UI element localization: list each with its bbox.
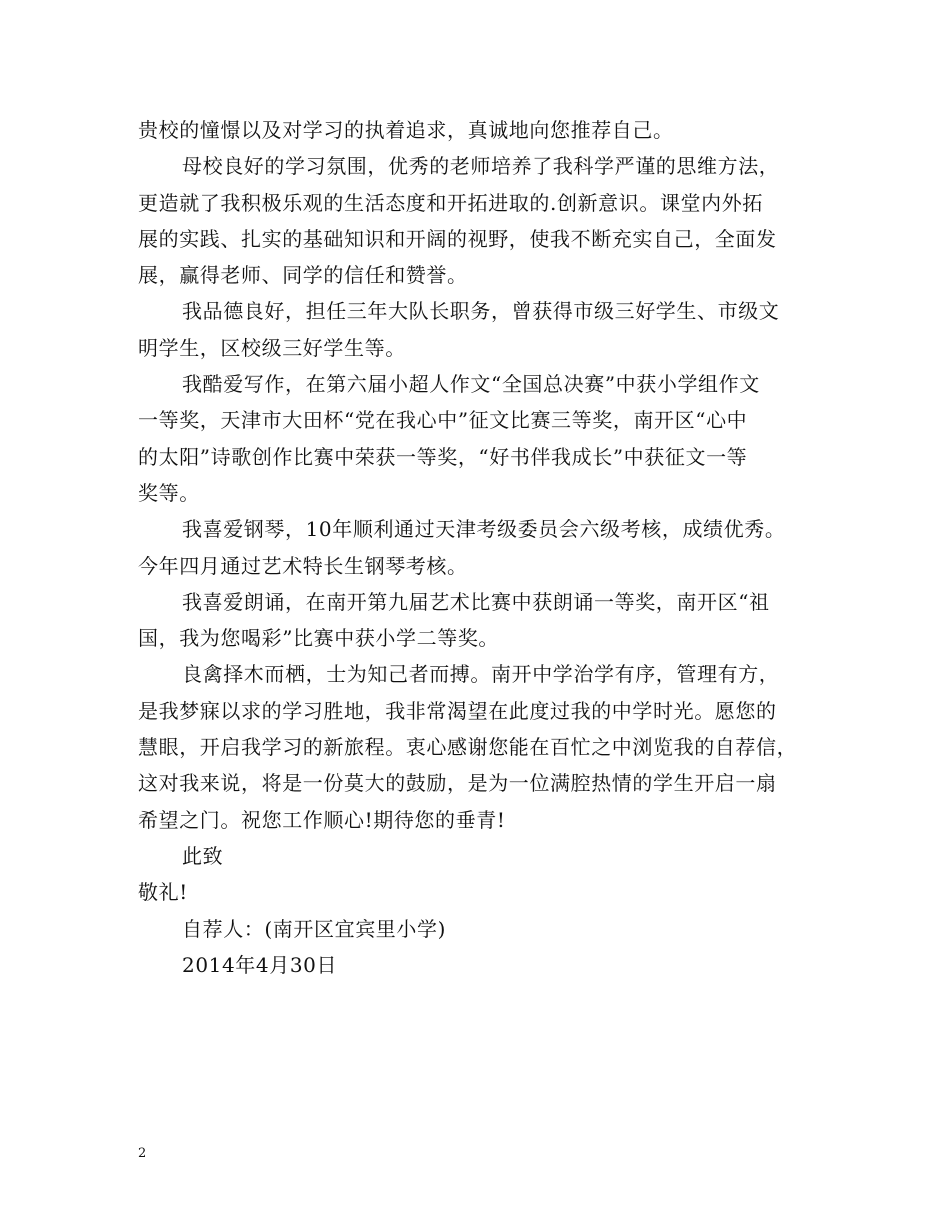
- text-line: 我酷爱写作，在第六届小超人作文“全国总决赛”中获小学组作文: [182, 372, 760, 397]
- text-line: 母校良好的学习氛围，优秀的老师培养了我科学严谨的思维方法，: [182, 154, 780, 179]
- text-line: 今年四月通过艺术特长生钢琴考核。: [138, 553, 468, 578]
- text-line: 奖等。: [138, 480, 200, 505]
- text-line: 良禽择木而栖，士为知己者而搏。南开中学治学有序，管理有方，: [182, 662, 780, 687]
- text-line: 希望之门。祝您工作顺心!期待您的垂青!: [138, 807, 506, 832]
- text-line: 更造就了我积极乐观的生活态度和开拓进取的.创新意识。课堂内外拓: [138, 190, 763, 215]
- text-line: 慧眼，开启我学习的新旅程。衷心感谢您能在百忙之中浏览我的自荐信，: [138, 735, 798, 760]
- text-line: 我喜爱朗诵，在南开第九届艺术比赛中获朗诵一等奖，南开区“祖: [182, 589, 770, 614]
- text-line: 展，赢得老师、同学的信任和赞誉。: [138, 263, 468, 288]
- text-line: 国，我为您喝彩”比赛中获小学二等奖。: [138, 626, 500, 651]
- text-line: 一等奖，天津市大田杯“党在我心中”征文比赛三等奖，南开区“心中: [138, 408, 748, 433]
- date-line: 2014年4月30日: [182, 952, 338, 977]
- text-line: 展的实践、扎实的基础知识和开阔的视野，使我不断充实自己，全面发: [138, 226, 777, 251]
- text-line: 明学生，区校级三好学生等。: [138, 335, 406, 360]
- text-line: 我喜爱钢琴，10年顺利通过天津考级委员会六级考核，成绩优秀。: [182, 517, 786, 542]
- signature-line: 自荐人：(南开区宜宾里小学): [182, 916, 447, 941]
- closing-salutation: 此致: [182, 843, 224, 868]
- text-line: 的太阳”诗歌创作比赛中荣获一等奖，“好书伴我成长”中获征文一等: [138, 444, 748, 469]
- text-line: 这对我来说，将是一份莫大的鼓励，是为一位满腔热情的学生开启一扇: [138, 771, 777, 796]
- text-line: 贵校的憧憬以及对学习的执着追求，真诚地向您推荐自己。: [138, 118, 674, 142]
- page-number: 2: [138, 1146, 147, 1161]
- letter-body: [138, 112, 828, 983]
- text-line: 是我梦寐以求的学习胜地，我非常渴望在此度过我的中学时光。愿您的: [138, 698, 777, 723]
- closing-respect: 敬礼!: [138, 880, 188, 905]
- text-line: 我品德良好，担任三年大队长职务，曾获得市级三好学生、市级文: [182, 299, 780, 324]
